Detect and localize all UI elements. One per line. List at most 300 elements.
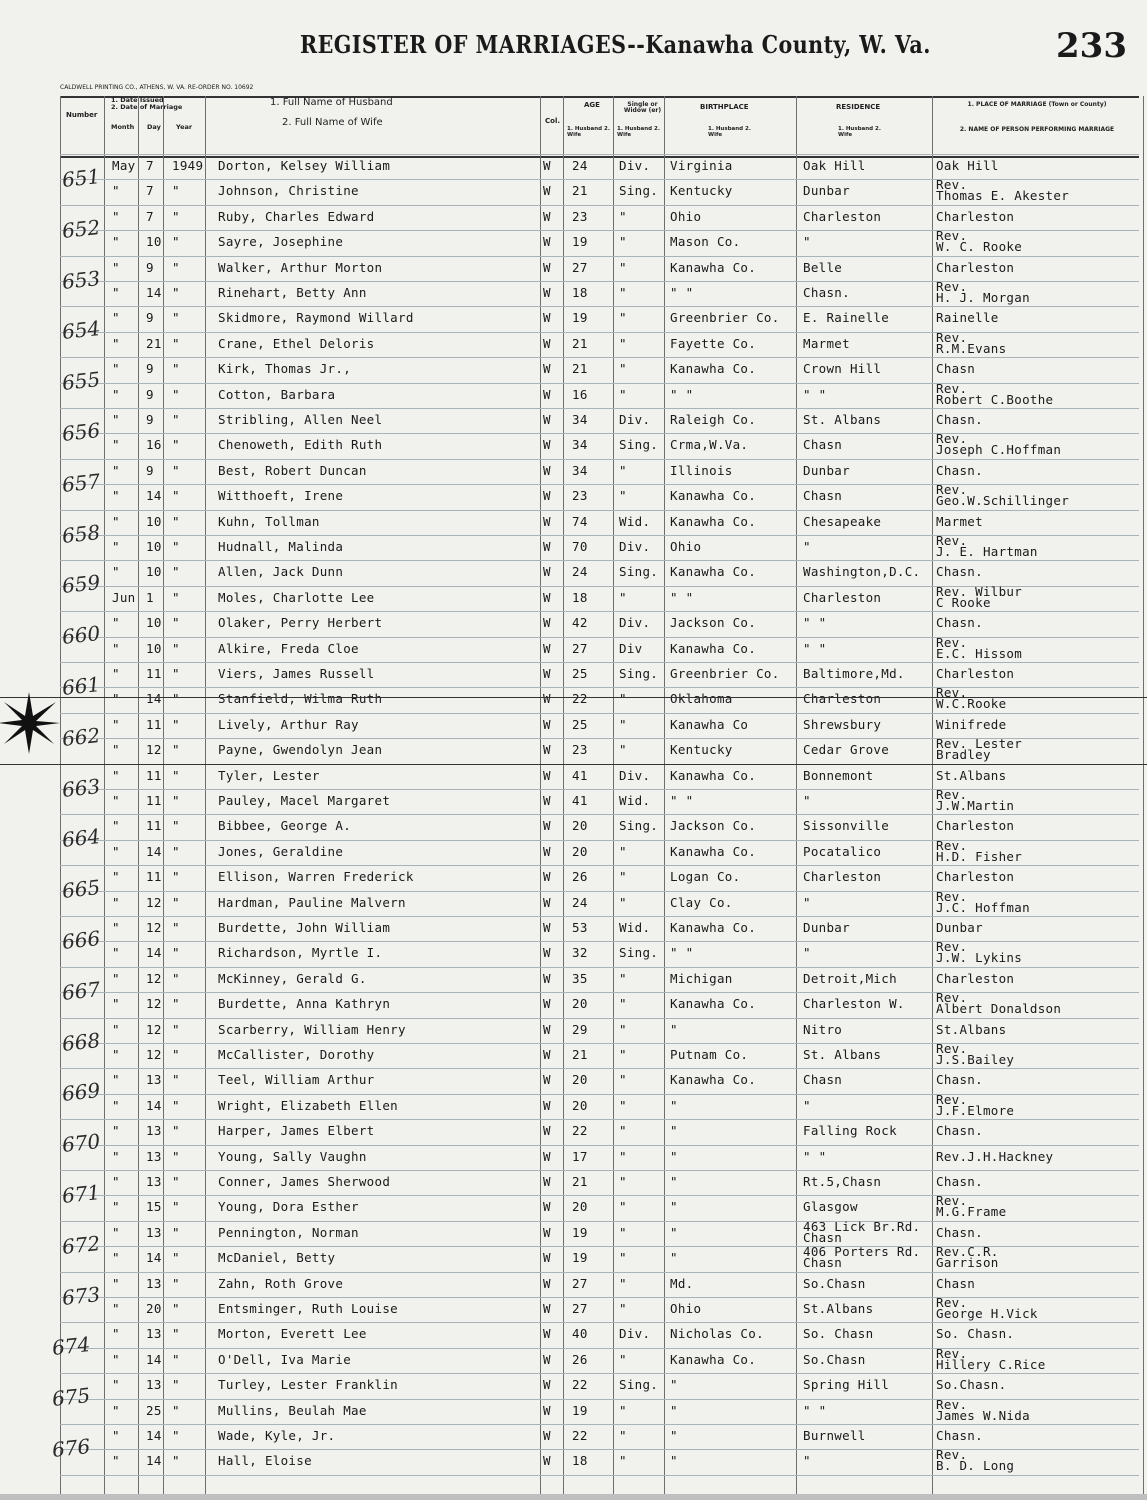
cell-res: Charleston (803, 208, 882, 224)
cell-name: Pennington, Norman (218, 1224, 359, 1240)
cell-birth: Jackson Co. (670, 818, 757, 834)
entry-number: 661 (60, 672, 102, 700)
cell-day: 15 (146, 1199, 162, 1215)
cell-month: " (112, 310, 120, 326)
cell-place: Rev. (936, 1041, 968, 1056)
cell-res: Falling Rock (803, 1123, 897, 1139)
cell-col: W (543, 1301, 551, 1316)
cell-res: St.Albans (803, 1301, 874, 1316)
cell-status: Wid. (619, 920, 651, 935)
entry-number: 673 (60, 1281, 102, 1310)
table-row (0, 967, 1147, 993)
cell-status: Sing. (619, 666, 659, 681)
table-row (0, 1246, 1147, 1272)
cell-year: " (172, 1224, 180, 1240)
cell-place2: Thomas E. Akester (936, 188, 1070, 204)
header-place: 1. PLACE OF MARRIAGE (Town or County) (967, 101, 1107, 108)
cell-res: 463 Lick Br.Rd. (803, 1218, 921, 1234)
cell-year: " (172, 1072, 180, 1088)
cell-status: " (619, 869, 627, 885)
cell-place: Rev. (936, 329, 968, 345)
cell-name: Teel, William Arthur (218, 1072, 375, 1088)
cell-res: Spring Hill (803, 1377, 890, 1393)
cell-col: W (543, 1351, 551, 1367)
cell-age: 22 (572, 1377, 588, 1393)
cell-place2: Bradley (936, 747, 991, 763)
cell-col: W (543, 1224, 551, 1240)
cell-birth: Kanawha Co. (670, 996, 757, 1012)
cell-place: Chasn. (936, 412, 983, 427)
cell-name: Conner, James Sherwood (218, 1174, 391, 1189)
cell-status: Div. (619, 1326, 651, 1342)
cell-status: Sing. (619, 183, 659, 199)
cell-month: " (112, 691, 120, 707)
cell-month: " (112, 513, 120, 529)
cell-res: Marmet (803, 335, 850, 351)
cell-name: McKinney, Gerald G. (218, 970, 367, 986)
cell-birth: Oklahoma (670, 691, 733, 707)
page-number: 233 (1056, 26, 1127, 66)
entry-number: 664 (60, 824, 102, 853)
cell-col: W (543, 1174, 551, 1189)
cell-res: Dunbar (803, 183, 850, 199)
cell-name: Cotton, Barbara (218, 386, 336, 402)
cell-year: " (172, 539, 180, 554)
cell-name: Burdette, Anna Kathryn (218, 996, 391, 1012)
cell-month: " (112, 996, 120, 1012)
cell-day: 12 (146, 1047, 162, 1062)
cell-res: Chasn (803, 437, 843, 453)
cell-col: W (543, 208, 551, 224)
cell-res: Washington,D.C. (803, 564, 921, 580)
table-row (0, 1322, 1147, 1348)
cell-res: St. Albans (803, 1047, 882, 1062)
cell-birth: Greenbrier Co. (670, 310, 780, 326)
header-birthplace: BIRTHPLACE (700, 103, 749, 111)
cell-birth: " " (670, 945, 694, 961)
cell-year: " (172, 793, 180, 808)
cell-place: Rev. (936, 1447, 968, 1463)
header-col: Col. (545, 117, 561, 125)
cell-col: W (543, 666, 551, 681)
cell-year: " (172, 1174, 180, 1189)
cell-name: Wright, Elizabeth Ellen (218, 1097, 398, 1113)
cell-birth: Kentucky (670, 183, 733, 199)
cell-birth: " (670, 1123, 678, 1139)
cell-birth: Kanawha Co. (670, 259, 757, 275)
cell-name: Wade, Kyle, Jr. (218, 1428, 336, 1443)
cell-month: " (112, 767, 120, 783)
cell-age: 27 (572, 1275, 588, 1291)
cell-status: Div. (619, 539, 651, 554)
cell-place2: Garrison (936, 1255, 999, 1271)
cell-place: Charleston (936, 970, 1015, 986)
cell-month: " (112, 1351, 120, 1367)
cell-place: Rev. (936, 279, 968, 294)
cell-year: " (172, 1377, 180, 1393)
entry-number: 658 (60, 519, 102, 548)
table-row (0, 1297, 1147, 1323)
cell-month: " (112, 1097, 120, 1113)
cell-res: Charleston (803, 869, 882, 885)
cell-col: W (543, 818, 551, 834)
cell-age: 19 (572, 234, 588, 250)
table-row (0, 1218, 1147, 1247)
cell-name: Ellison, Warren Frederick (218, 869, 414, 885)
cell-col: W (543, 920, 551, 935)
cell-day: 14 (146, 1097, 162, 1113)
cell-status: " (619, 361, 627, 377)
cell-col: W (543, 158, 551, 173)
cell-place2: C Rooke (936, 594, 991, 610)
cell-month: " (112, 361, 120, 377)
header-age: AGE (584, 101, 600, 109)
cell-name: Stanfield, Wilma Ruth (218, 691, 383, 707)
cell-col: W (543, 1428, 551, 1443)
cell-age: 26 (572, 869, 588, 885)
table-row (0, 789, 1147, 815)
header-husband-name: 1. Full Name of Husband (270, 97, 393, 108)
cell-year: " (172, 513, 180, 529)
cell-place2: R.M.Evans (936, 340, 1007, 356)
table-row (0, 484, 1147, 510)
cell-day: 9 (146, 412, 154, 427)
cell-day: 13 (146, 1072, 162, 1088)
cell-place: Rev. (936, 685, 968, 701)
cell-day: 12 (146, 894, 162, 910)
cell-place: Oak Hill (936, 158, 999, 173)
cell-age: 20 (572, 996, 588, 1012)
cell-birth: Clay Co. (670, 894, 733, 910)
cell-place: Chasn. (936, 462, 983, 478)
table-row (0, 510, 1147, 536)
cell-res: Belle (803, 259, 843, 275)
cell-year: " (172, 666, 180, 681)
cell-birth: Crma,W.Va. (670, 437, 749, 453)
cell-name: Burdette, John William (218, 920, 391, 935)
cell-day: 10 (146, 564, 162, 580)
cell-year: " (172, 1097, 180, 1113)
table-row (0, 941, 1147, 967)
cell-res: Dunbar (803, 920, 850, 935)
cell-place: Rev. (936, 431, 968, 447)
header-residence: RESIDENCE (836, 103, 881, 111)
cell-birth: " (670, 1021, 678, 1037)
header-birthplace-sub: 1. Husband 2. Wife (708, 126, 751, 138)
cell-birth: Md. (670, 1275, 694, 1291)
cell-year: " (172, 818, 180, 834)
cell-month: " (112, 1301, 120, 1316)
cell-col: W (543, 1377, 551, 1393)
cell-place2: B. D. Long (936, 1458, 1015, 1474)
cell-col: W (543, 1326, 551, 1342)
cell-place: Chasn. (936, 1174, 983, 1189)
cell-day: 12 (146, 970, 162, 986)
cell-place: Rev. (936, 787, 968, 802)
table-row (0, 1424, 1147, 1450)
cell-day: 11 (146, 869, 162, 885)
cell-name: Payne, Gwendolyn Jean (218, 742, 383, 758)
cell-res: So. Chasn (803, 1326, 874, 1342)
cell-birth: Mason Co. (670, 234, 741, 250)
cell-year: " (172, 386, 180, 402)
cell-month: " (112, 869, 120, 885)
cell-place: Rev. (936, 990, 968, 1006)
header-day: Day (147, 123, 161, 131)
cell-col: W (543, 361, 551, 377)
cell-day: 10 (146, 615, 162, 631)
cell-month: " (112, 945, 120, 961)
entry-number: 670 (60, 1129, 102, 1158)
cell-day: 9 (146, 386, 154, 402)
cell-res: St. Albans (803, 412, 882, 427)
cell-place: Rev. (936, 177, 968, 193)
entry-number: 656 (60, 418, 102, 446)
cell-age: 23 (572, 488, 588, 504)
cell-name: Pauley, Macel Margaret (218, 793, 391, 808)
table-row (0, 433, 1147, 459)
cell-col: W (543, 767, 551, 783)
cell-status: Sing. (619, 818, 659, 834)
cell-month: " (112, 564, 120, 580)
cell-year: " (172, 462, 180, 478)
cell-day: 14 (146, 1428, 162, 1443)
cell-year: " (172, 640, 180, 656)
table-row (0, 357, 1147, 383)
cell-name: Hudnall, Malinda (218, 539, 344, 554)
entry-number: 671 (60, 1180, 102, 1208)
cell-name: Johnson, Christine (218, 183, 359, 199)
cell-col: W (543, 437, 551, 453)
cell-status: Div. (619, 412, 651, 427)
cell-name: Tyler, Lester (218, 767, 320, 783)
cell-age: 21 (572, 183, 588, 199)
cell-place: Chasn. (936, 1224, 983, 1240)
cell-age: 53 (572, 920, 588, 935)
cell-month: " (112, 437, 120, 453)
cell-col: W (543, 412, 551, 427)
cell-name: Crane, Ethel Deloris (218, 335, 375, 351)
table-row (0, 154, 1147, 180)
cell-age: 21 (572, 335, 588, 351)
cell-year: " (172, 1351, 180, 1367)
cell-res: " (803, 945, 811, 961)
cell-age: 19 (572, 1402, 588, 1418)
cell-status: " (619, 1097, 627, 1113)
cell-day: 7 (146, 183, 154, 199)
cell-place2: M.G.Frame (936, 1204, 1007, 1220)
table-row (0, 992, 1147, 1018)
cell-month: " (112, 1047, 120, 1062)
cell-place2: Albert Donaldson (936, 1001, 1062, 1017)
cell-month: " (112, 666, 120, 681)
cell-month: " (112, 1174, 120, 1189)
cell-place: Charleston (936, 818, 1015, 834)
cell-res: Shrewsbury (803, 716, 882, 732)
cell-month: " (112, 539, 120, 554)
cell-res: Cedar Grove (803, 742, 890, 758)
cell-month: " (112, 1453, 120, 1469)
cell-age: 19 (572, 1250, 588, 1266)
cell-place: Charleston (936, 259, 1015, 275)
cell-month: " (112, 920, 120, 935)
cell-col: W (543, 1199, 551, 1215)
cell-place: Chasn. (936, 1428, 983, 1443)
entry-number: 674 (50, 1332, 92, 1361)
cell-place: Rev. (936, 1193, 968, 1209)
cell-year: " (172, 615, 180, 631)
cell-status: " (619, 589, 627, 605)
cell-status: " (619, 1174, 627, 1189)
cell-day: 12 (146, 996, 162, 1012)
cell-age: 41 (572, 767, 588, 783)
cell-res: Rt.5,Chasn (803, 1174, 882, 1189)
cell-col: W (543, 1148, 551, 1164)
cell-name: Kuhn, Tollman (218, 513, 320, 529)
cell-name: Zahn, Roth Grove (218, 1275, 344, 1291)
header-date-issued: 1. Date Issued (111, 96, 164, 104)
cell-name: Ruby, Charles Edward (218, 208, 375, 224)
cell-status: " (619, 259, 627, 275)
cell-res: Dunbar (803, 462, 850, 478)
entry-number: 657 (60, 468, 102, 497)
cell-place: Rev. (936, 533, 968, 548)
cell-age: 42 (572, 615, 588, 631)
cell-month: " (112, 1377, 120, 1393)
cell-year: " (172, 843, 180, 859)
cell-name: Viers, James Russell (218, 666, 375, 681)
cell-year: " (172, 996, 180, 1012)
cell-age: 21 (572, 1047, 588, 1062)
cell-status: Div (619, 640, 643, 656)
cell-day: 10 (146, 513, 162, 529)
cell-birth: Michigan (670, 970, 733, 986)
cell-col: W (543, 1275, 551, 1291)
table-row (0, 1119, 1147, 1145)
table-row (0, 1449, 1147, 1475)
cell-place: Rev. (936, 1396, 968, 1412)
cell-place: Rev. (936, 837, 968, 853)
cell-birth: " (670, 1097, 678, 1113)
cell-age: 20 (572, 843, 588, 859)
cell-age: 25 (572, 666, 588, 681)
cell-col: W (543, 386, 551, 402)
cell-day: 12 (146, 742, 162, 758)
cell-res: Glasgow (803, 1199, 858, 1215)
cell-month: " (112, 462, 120, 478)
cell-res: " (803, 1097, 811, 1113)
cell-status: Div. (619, 767, 651, 783)
cell-status: " (619, 1072, 627, 1088)
cell-day: 14 (146, 285, 162, 300)
cell-place: So. Chasn. (936, 1326, 1015, 1342)
cell-col: W (543, 1453, 551, 1469)
table-row (0, 1068, 1147, 1094)
cell-place2: J.F.Elmore (936, 1102, 1015, 1118)
cell-birth: " " (670, 793, 694, 808)
cell-status: " (619, 1250, 627, 1266)
cell-name: Entsminger, Ruth Louise (218, 1301, 398, 1316)
cell-res2: Chasn (803, 1255, 843, 1271)
cell-place: Charleston (936, 869, 1015, 885)
cell-age: 17 (572, 1148, 588, 1164)
cell-month: " (112, 386, 120, 402)
cell-year: " (172, 1021, 180, 1037)
cell-day: 9 (146, 310, 154, 326)
cell-res: Chasn (803, 1072, 843, 1088)
entry-number: 672 (60, 1230, 102, 1259)
cell-day: 14 (146, 1453, 162, 1469)
cell-age: 21 (572, 1174, 588, 1189)
cell-birth: " " (670, 589, 694, 605)
table-row (0, 916, 1147, 942)
cell-col: W (543, 1402, 551, 1418)
cell-name: Mullins, Beulah Mae (218, 1402, 367, 1418)
header-date-marriage: 2. Date of Marriage (111, 103, 183, 111)
entry-number: 668 (60, 1027, 102, 1056)
header-single-sub: 1. Husband 2. Wife (617, 126, 660, 138)
cell-col: W (543, 259, 551, 275)
cell-res: " (803, 894, 811, 910)
cell-res: " " (803, 1402, 827, 1418)
cell-place2: J.S.Bailey (936, 1052, 1015, 1067)
cell-birth: " (670, 1224, 678, 1240)
cell-age: 41 (572, 793, 588, 808)
cell-status: " (619, 234, 627, 250)
cell-age: 35 (572, 970, 588, 986)
cell-age: 34 (572, 437, 588, 453)
cell-month: " (112, 1148, 120, 1164)
cell-place: Chasn. (936, 564, 983, 580)
cell-col: W (543, 970, 551, 986)
cell-birth: Kanawha Co. (670, 767, 757, 783)
header-residence-sub: 1. Husband 2. Wife (838, 126, 881, 138)
cell-month: " (112, 793, 120, 808)
cell-age: 34 (572, 462, 588, 478)
cell-birth: " (670, 1453, 678, 1469)
cell-place: Rev. (936, 380, 968, 396)
cell-day: 20 (146, 1301, 162, 1316)
cell-name: O'Dell, Iva Marie (218, 1351, 352, 1367)
cell-year: " (172, 894, 180, 910)
cell-res: Charleston (803, 589, 882, 605)
cell-name: Best, Robert Duncan (218, 462, 367, 478)
cell-place: Rev. (936, 888, 968, 904)
entry-number: 654 (60, 316, 102, 345)
cell-status: " (619, 996, 627, 1012)
cell-status: Sing. (619, 437, 659, 453)
table-row (0, 1018, 1147, 1044)
table-row (0, 865, 1147, 891)
cell-res: " (803, 1453, 811, 1469)
cell-place: Chasn. (936, 615, 983, 631)
cell-name: Dorton, Kelsey William (218, 158, 391, 173)
cell-name: Young, Sally Vaughn (218, 1148, 367, 1164)
cell-status: " (619, 488, 627, 504)
cell-col: W (543, 462, 551, 478)
cell-day: 12 (146, 920, 162, 935)
cell-age: 27 (572, 1301, 588, 1316)
cell-month: " (112, 488, 120, 504)
cell-month: " (112, 894, 120, 910)
header-person: 2. NAME OF PERSON PERFORMING MARRIAGE (959, 126, 1115, 133)
cell-age: 18 (572, 285, 588, 300)
cell-day: 9 (146, 259, 154, 275)
cell-year: " (172, 412, 180, 427)
cell-birth: " (670, 1250, 678, 1266)
cell-res: Bonnemont (803, 767, 874, 783)
table-row (0, 205, 1147, 231)
